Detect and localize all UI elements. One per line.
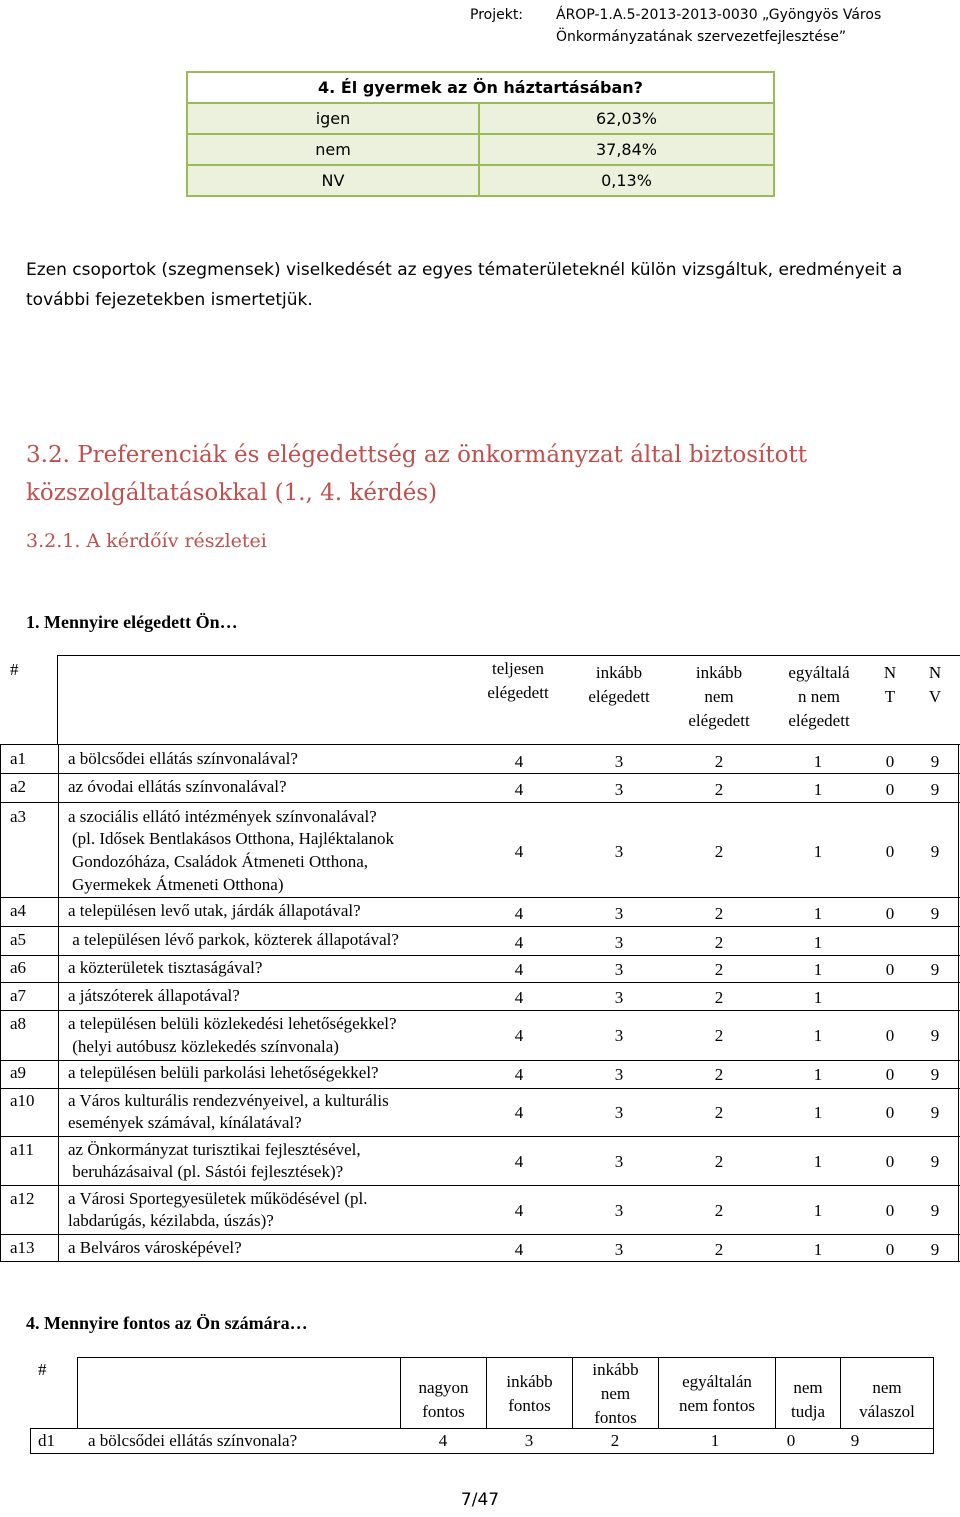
row-id: a1: [10, 749, 27, 768]
table-title: 4. Él gyermek az Ön háztartásában?: [187, 72, 774, 103]
col-nt: N T: [883, 663, 897, 706]
value-cell: 2: [714, 960, 724, 979]
table-row: [187, 134, 774, 165]
col-rather-satisfied: inkább elégedett: [588, 663, 650, 706]
col-rather-important: inkább fontos: [506, 1372, 553, 1415]
row-id: a3: [10, 807, 27, 826]
row-id: a13: [10, 1238, 35, 1257]
value-cell: 1: [813, 988, 823, 1007]
value-cell: 1: [813, 1026, 823, 1045]
col-not-satisfied-at-all: egyáltalá n nem elégedett: [788, 663, 850, 730]
project-title-line1: ÁROP-1.A.5-2013-2013-0030 „Gyöngyös Város: [556, 7, 882, 23]
value-cell: 4: [514, 1026, 524, 1045]
row-id: d1: [38, 1431, 55, 1450]
value-cell: 2: [714, 752, 724, 771]
value-cell: 2: [714, 1240, 724, 1259]
value-cell: 4: [514, 1152, 524, 1171]
row-text: beruházásaival (pl. Sástói fejlesztések)?: [68, 1162, 344, 1181]
value-cell: 3: [614, 1201, 624, 1220]
table-row: [187, 165, 774, 196]
value-cell: 0: [885, 904, 895, 923]
value-cell: 1: [813, 842, 823, 861]
col-rather-not-satisfied: inkább nem elégedett: [688, 663, 750, 730]
value-cell: 1: [813, 780, 823, 799]
value-cell: 3: [614, 1103, 624, 1122]
value-cell: 3: [614, 988, 624, 1007]
hash-header: #: [10, 660, 19, 679]
question1-title: 1. Mennyire elégedett Ön…: [26, 612, 238, 632]
col-dont-know: nem tudja: [791, 1378, 825, 1421]
value-cell: 0: [885, 960, 895, 979]
value-cell: 9: [930, 1103, 940, 1122]
col-nv: N V: [928, 663, 942, 706]
value-cell: 0: [885, 1240, 895, 1259]
col-not-important-at-all: egyáltalán nem fontos: [678, 1372, 756, 1415]
value-cell: 1: [813, 904, 823, 923]
value-cell: 3: [614, 1240, 624, 1259]
children-in-household-table: [186, 71, 775, 197]
project-label: Projekt:: [470, 7, 524, 23]
value-cell: 0: [786, 1431, 796, 1450]
row-id: a9: [10, 1063, 27, 1082]
row-id: a5: [10, 930, 27, 949]
value-cell: 0: [885, 752, 895, 771]
value-cell: 9: [930, 1065, 940, 1084]
row-text: a településen levő utak, járdák állapotával?: [68, 901, 361, 920]
row-text: a településen belüli közlekedési lehetőségekkel?: [68, 1014, 397, 1033]
row-value: 37,84%: [479, 134, 774, 165]
section-heading-line2: közszolgáltatásokkal (1., 4. kérdés): [26, 480, 438, 506]
row-text: a Belváros városképével?: [68, 1238, 242, 1257]
row-label: NV: [187, 165, 479, 196]
table-row: [187, 103, 774, 134]
value-cell: 2: [714, 904, 724, 923]
value-cell: 4: [514, 1065, 524, 1084]
row-id: a12: [10, 1189, 35, 1208]
value-cell: 3: [614, 1065, 624, 1084]
value-cell: 9: [930, 1240, 940, 1259]
value-cell: 4: [514, 933, 524, 952]
question4-title: 4. Mennyire fontos az Ön számára…: [26, 1313, 308, 1333]
value-cell: 3: [614, 780, 624, 799]
row-text: az óvodai ellátás színvonalával?: [68, 777, 287, 796]
value-cell: 9: [930, 904, 940, 923]
row-id: a7: [10, 986, 27, 1005]
value-cell: 4: [438, 1431, 448, 1450]
value-cell: 0: [885, 1026, 895, 1045]
subsection-heading: 3.2.1. A kérdőív részletei: [26, 530, 267, 552]
col-rather-not-important: inkább nem fontos: [592, 1360, 639, 1427]
row-text: Gyermekek Átmeneti Otthona): [72, 875, 284, 894]
row-text: a Városi Sportegyesületek működésével (pl.: [68, 1189, 368, 1208]
value-cell: 2: [714, 933, 724, 952]
value-cell: 3: [614, 842, 624, 861]
body-paragraph-line2: további fejezetekben ismertetjük.: [26, 290, 313, 310]
row-text: a településen belüli parkolási lehetőségekkel?: [68, 1063, 379, 1082]
value-cell: 1: [813, 752, 823, 771]
value-cell: 2: [714, 1026, 724, 1045]
row-id: a6: [10, 958, 27, 977]
value-cell: 2: [610, 1431, 620, 1450]
value-cell: 0: [885, 1152, 895, 1171]
value-cell: 3: [614, 1152, 624, 1171]
value-cell: 9: [930, 960, 940, 979]
value-cell: 9: [930, 752, 940, 771]
value-cell: 1: [813, 933, 823, 952]
value-cell: 0: [885, 1065, 895, 1084]
value-cell: 3: [614, 904, 624, 923]
body-paragraph-line1: Ezen csoportok (szegmensek) viselkedését az egyes tématerületeknél külön vizsgáltuk, eredményeit a: [26, 260, 903, 280]
value-cell: 9: [930, 842, 940, 861]
hash-header: #: [38, 1360, 47, 1379]
row-text: (pl. Idősek Bentlakásos Otthona, Hajléktalanok: [72, 829, 394, 848]
row-value: 0,13%: [479, 165, 774, 196]
value-cell: 3: [614, 1026, 624, 1045]
value-cell: 2: [714, 988, 724, 1007]
value-cell: 2: [714, 780, 724, 799]
row-id: a2: [10, 777, 27, 796]
col-no-answer: nem válaszol: [859, 1378, 915, 1421]
row-id: a10: [10, 1091, 35, 1110]
row-text: (helyi autóbusz közlekedés színvonala): [68, 1037, 339, 1056]
row-label: igen: [187, 103, 479, 134]
value-cell: 2: [714, 1152, 724, 1171]
value-cell: 2: [714, 1201, 724, 1220]
value-cell: 4: [514, 1240, 524, 1259]
value-cell: 9: [850, 1431, 860, 1450]
row-text: a településen lévő parkok, közterek állapotával?: [68, 930, 399, 949]
row-text: események számával, kínálatával?: [68, 1113, 302, 1132]
value-cell: 9: [930, 1026, 940, 1045]
value-cell: 4: [514, 1201, 524, 1220]
row-text: az Önkormányzat turisztikai fejlesztésével,: [68, 1140, 361, 1159]
value-cell: 9: [930, 1152, 940, 1171]
row-text: labdarúgás, kézilabda, úszás)?: [68, 1211, 274, 1230]
section-heading-line1: 3.2. Preferenciák és elégedettség az önkormányzat által biztosított: [26, 442, 807, 468]
value-cell: 1: [813, 960, 823, 979]
value-cell: 1: [710, 1431, 720, 1450]
value-cell: 4: [514, 904, 524, 923]
row-id: a11: [10, 1140, 34, 1159]
row-id: a4: [10, 901, 27, 920]
value-cell: 1: [813, 1240, 823, 1259]
value-cell: 2: [714, 842, 724, 861]
row-text: a bölcsődei ellátás színvonala?: [88, 1431, 298, 1450]
page-number: 7/47: [460, 1490, 500, 1510]
value-cell: 4: [514, 960, 524, 979]
row-value: 62,03%: [479, 103, 774, 134]
col-fully-satisfied: teljesen elégedett: [487, 659, 549, 702]
row-id: a8: [10, 1014, 27, 1033]
value-cell: 2: [714, 1065, 724, 1084]
value-cell: 2: [714, 1103, 724, 1122]
value-cell: 4: [514, 780, 524, 799]
row-text: a játszóterek állapotával?: [68, 986, 240, 1005]
value-cell: 1: [813, 1152, 823, 1171]
value-cell: 4: [514, 1103, 524, 1122]
value-cell: 3: [614, 960, 624, 979]
row-text: a bölcsődei ellátás színvonalával?: [68, 749, 298, 768]
value-cell: 3: [614, 752, 624, 771]
value-cell: 4: [514, 752, 524, 771]
value-cell: 0: [885, 1201, 895, 1220]
row-text: Gondozóháza, Családok Átmeneti Otthona,: [72, 852, 369, 871]
value-cell: 0: [885, 842, 895, 861]
col-very-important: nagyon fontos: [418, 1378, 469, 1421]
value-cell: 0: [885, 1103, 895, 1122]
value-cell: 1: [813, 1201, 823, 1220]
row-text: a Város kulturális rendezvényeivel, a kulturális: [68, 1091, 389, 1110]
value-cell: 4: [514, 988, 524, 1007]
row-text: a szociális ellátó intézmények színvonalával?: [68, 807, 377, 826]
value-cell: 1: [813, 1065, 823, 1084]
value-cell: 9: [930, 1201, 940, 1220]
row-label: nem: [187, 134, 479, 165]
value-cell: 1: [813, 1103, 823, 1122]
row-text: a közterületek tisztaságával?: [68, 958, 263, 977]
value-cell: 4: [514, 842, 524, 861]
value-cell: 3: [614, 933, 624, 952]
value-cell: 9: [930, 780, 940, 799]
value-cell: 3: [524, 1431, 534, 1450]
project-title-line2: Önkormányzatának szervezetfejlesztése”: [556, 29, 847, 45]
value-cell: 0: [885, 780, 895, 799]
